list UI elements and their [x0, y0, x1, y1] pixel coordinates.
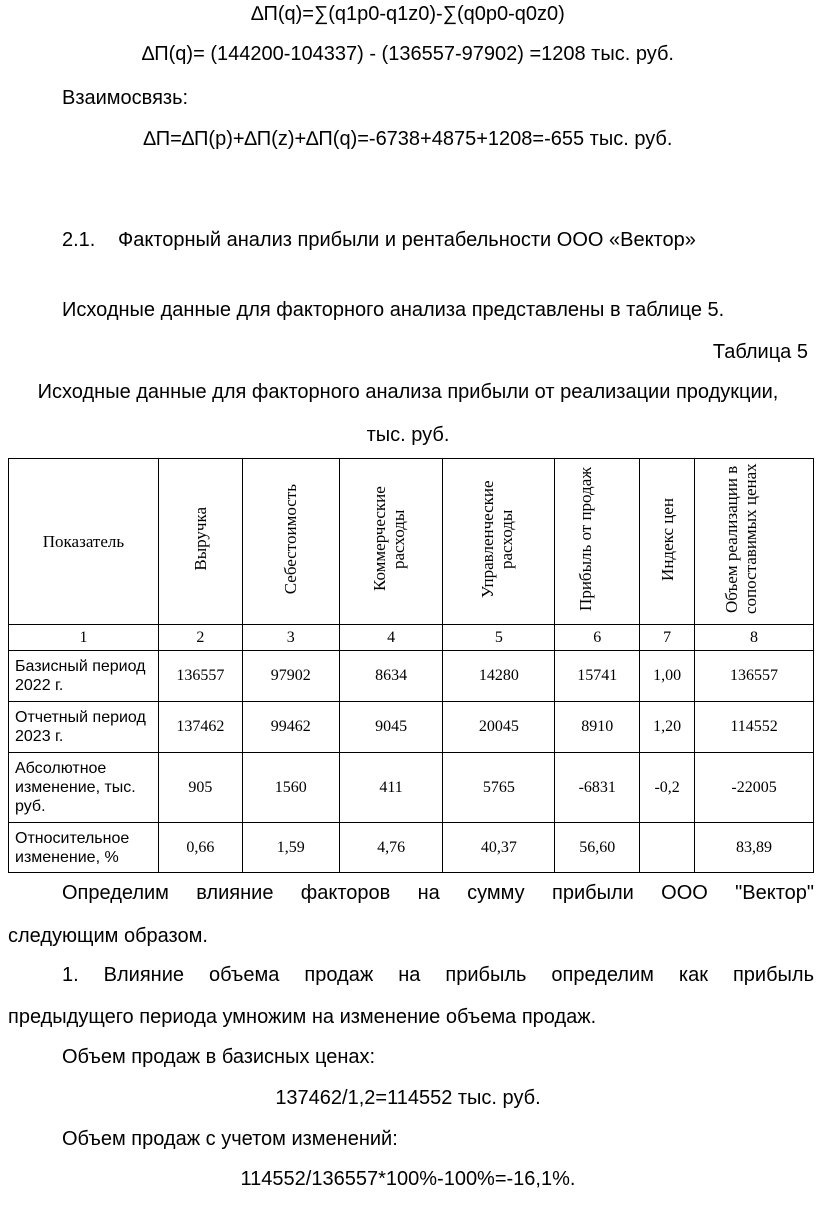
para1-line1: Определим влияние факторов на сумму прибыли ООО "Вектор"	[62, 882, 814, 904]
table-cell: 4,76	[339, 823, 443, 873]
para4: Объем продаж с учетом изменений:	[62, 1128, 398, 1150]
link-label: Взаимосвязь:	[62, 87, 189, 109]
calc-change: 114552/136557*100%-100%=-16,1%.	[240, 1168, 576, 1190]
formula-profit-q: ∆П(q)=∑(q1p0-q1z0)-∑(q0p0-q0z0)	[251, 3, 565, 25]
row-label: Базисный период 2022 г.	[9, 651, 159, 702]
table-cell: -22005	[695, 753, 814, 823]
table-cell: 1,20	[640, 702, 695, 753]
section-number: 2.1.	[62, 229, 96, 251]
header-volume: Объем реализации в сопоставимых ценах	[695, 459, 814, 625]
header-commercial: Коммерческие расходы	[339, 459, 443, 625]
table-cell: 137462	[158, 702, 242, 753]
table-cell: 0,66	[158, 823, 242, 873]
table-cell: 1,59	[242, 823, 339, 873]
table-cell: 114552	[695, 702, 814, 753]
para2-line1: 1. Влияние объема продаж на прибыль определим как прибыль	[62, 964, 814, 986]
formula-profit-q-calc: ∆П(q)= (144200-104337) - (136557-97902) =1208 тыс. руб.	[142, 43, 674, 65]
table-cell: -0,2	[640, 753, 695, 823]
table-cell: 97902	[242, 651, 339, 702]
table-cell: 5765	[443, 753, 555, 823]
header-management: Управленческие расходы	[443, 459, 555, 625]
col-number: 8	[695, 625, 814, 651]
table-cell: 99462	[242, 702, 339, 753]
calc-base-prices: 137462/1,2=114552 тыс. руб.	[275, 1087, 541, 1109]
table-cell: 40,37	[443, 823, 555, 873]
table-cell: 905	[158, 753, 242, 823]
header-profit: Прибыль от продаж	[555, 459, 640, 625]
col-number: 7	[640, 625, 695, 651]
table-cell: -6831	[555, 753, 640, 823]
para2-line2: предыдущего периода умножим на изменение объема продаж.	[8, 1006, 597, 1028]
header-indicator: Показатель	[9, 459, 159, 625]
col-number: 5	[443, 625, 555, 651]
table-cell: 83,89	[695, 823, 814, 873]
table-colnum-row	[9, 625, 814, 651]
table-row	[9, 823, 814, 873]
col-number: 3	[242, 625, 339, 651]
header-revenue: Выручка	[158, 459, 242, 625]
data-table	[8, 458, 814, 873]
formula-total: ∆П=∆П(p)+∆П(z)+∆П(q)=-6738+4875+1208=-655 тыс. руб.	[143, 128, 673, 150]
section-title: Факторный анализ прибыли и рентабельности ООО «Вектор»	[118, 229, 696, 251]
table-cell: 411	[339, 753, 443, 823]
table-cell: 136557	[158, 651, 242, 702]
row-label: Абсолютное изменение, тыс. руб.	[9, 753, 159, 823]
table-cell: 56,60	[555, 823, 640, 873]
para1-line2: следующим образом.	[8, 925, 208, 947]
table-header-row	[9, 459, 814, 625]
table-label: Таблица 5	[712, 341, 808, 363]
table-caption-line2: тыс. руб.	[366, 424, 450, 446]
col-number: 2	[158, 625, 242, 651]
intro-text: Исходные данные для факторного анализа представлены в таблице 5.	[62, 299, 725, 321]
table-cell: 1,00	[640, 651, 695, 702]
table-cell: 14280	[443, 651, 555, 702]
row-label: Относительное изменение, %	[9, 823, 159, 873]
table-cell: 8634	[339, 651, 443, 702]
table-caption-line1: Исходные данные для факторного анализа прибыли от реализации продукции,	[37, 381, 779, 403]
table-cell: 136557	[695, 651, 814, 702]
table-row	[9, 702, 814, 753]
header-cost: Себестоимость	[242, 459, 339, 625]
table-cell: 8910	[555, 702, 640, 753]
table-cell: 1560	[242, 753, 339, 823]
table-row	[9, 753, 814, 823]
row-label: Отчетный период 2023 г.	[9, 702, 159, 753]
table-cell: 20045	[443, 702, 555, 753]
header-price-index: Индекс цен	[640, 459, 695, 625]
para3: Объем продаж в базисных ценах:	[62, 1046, 376, 1068]
table-cell: 15741	[555, 651, 640, 702]
col-number: 6	[555, 625, 640, 651]
table-cell: 9045	[339, 702, 443, 753]
col-number: 4	[339, 625, 443, 651]
table-cell	[640, 823, 695, 873]
table-row	[9, 651, 814, 702]
col-number: 1	[9, 625, 159, 651]
